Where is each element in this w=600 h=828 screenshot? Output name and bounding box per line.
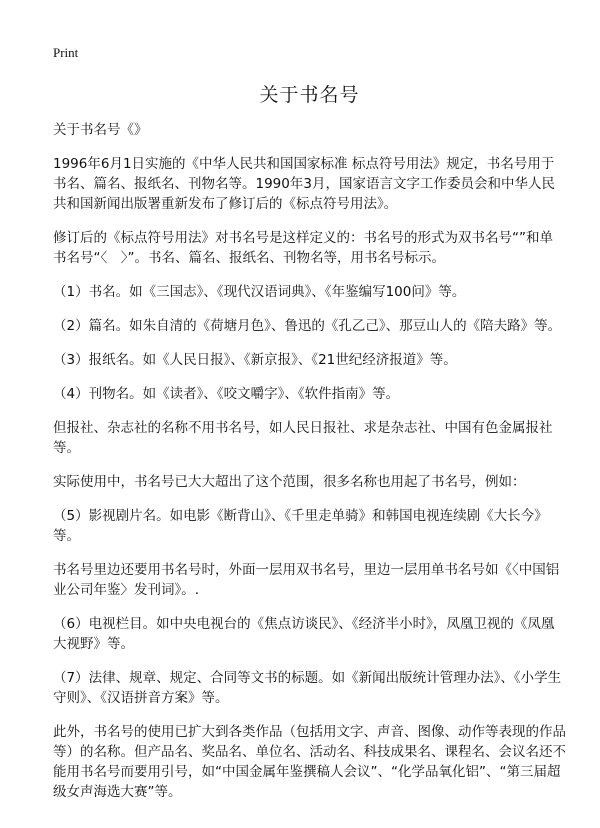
paragraph: 1996年6月1日实施的《中华人民共和国国家标准 标点符号用法》规定，书名号用于书名、篇名、报纸名、刊物名等。1990年3月，国家语言文字工作委员会和中华人民共和国新闻出版署重新发布了修订后的《标点符号用法》。 [53,156,555,212]
paragraph: 关于书名号《》 [53,122,148,138]
paragraph: （5）影视剧片名。如电影《断背山》、《千里走单骑》和韩国电视连续剧《大长今》等。 [53,508,548,544]
paragraph: 实际使用中，书名号已大大超出了这个范围，很多名称也用起了书名号，例如： [53,474,526,490]
article-body [53,120,566,802]
paragraph: 书名号里边还要用书名号时，外面一层用双书名号，里边一层用单书名号如《〈中国铝业公司年鉴〉发刊词》。. [53,562,560,598]
paragraph: （3）报纸名。如《人民日报》、《新京报》、《21世纪经济报道》等。 [53,352,457,368]
print-link[interactable]: Print [53,45,79,60]
paragraph: （6）电视栏目。如中央电视台的《焦点访谈民》、《经济半小时》，凤凰卫视的《凤凰大视野》等。 [53,616,555,652]
paragraph: （4）刊物名。如《读者》、《咬文嚼字》、《软件指南》等。 [53,386,400,402]
paragraph: 但报社、杂志社的名称不用书名号，如人民日报社、求是杂志社、中国有色金属报社等。 [53,420,553,456]
article-title: 关于书名号 [259,84,360,106]
paragraph: （1）书名。如《三国志》、《现代汉语词典》、《年鉴编写100问》等。 [53,284,466,300]
paragraph: （2）篇名。如朱自清的《荷塘月色》、鲁迅的《孔乙己》、那豆山人的《陪夫路》等。 [53,318,562,334]
paragraph: （7）法律、规章、规定、合同等文书的标题。如《新闻出版统计管理办法》、《小学生守则》、《汉语拼音方案》等。 [53,670,562,706]
paragraph: 此外，书名号的使用已扩大到各类作品（包括用文字、声音、图像、动作等表现的作品等）的名称。但产品名、奖品名、单位名、活动名、科技成果名、课程名、会议名还不能用书名号而要用引号，如“中国金属年鉴撰稿人会议”、“化学品氧化铝”、“第三届超级女声海选大赛”等。 [53,724,566,800]
paragraph: 修订后的《标点符号用法》对书名号是这样定义的：书名号的形式为双书名号“”和单书名号“〈 〉”。书名、篇名、报纸名、刊物名等，用书名号标示。 [53,230,553,266]
